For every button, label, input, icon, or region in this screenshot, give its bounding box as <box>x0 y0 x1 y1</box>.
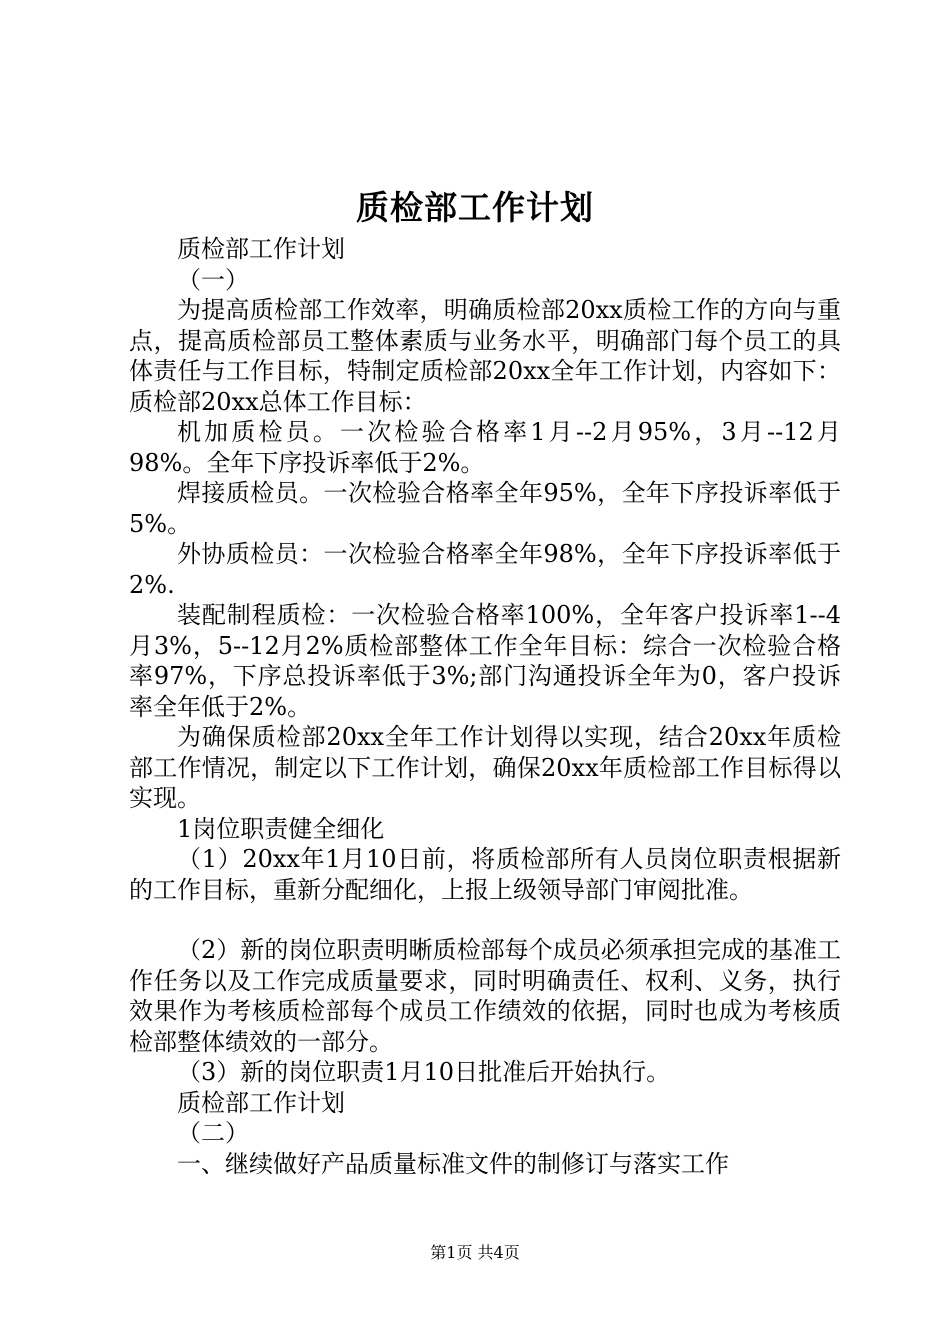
paragraph: （3）新的岗位职责1月10日批准后开始执行。 <box>177 1058 671 1086</box>
document-body <box>129 234 841 1179</box>
paragraph: 为确保质检部20xx全年工作计划得以实现，结合20xx年质检部工作情况，制定以下工作计划，确保20xx年质检部工作目标得以实现。 <box>129 723 841 812</box>
page-footer: 第1页 共4页 <box>430 1243 520 1262</box>
paragraph: 焊接质检员。一次检验合格率全年95%，全年下序投诉率低于5%。 <box>129 479 841 538</box>
paragraph: 为提高质检部工作效率，明确质检部20xx质检工作的方向与重点，提高质检部员工整体素质与业务水平，明确部门每个员工的具体责任与工作目标，特制定质检部20xx全年工作计划，内容如下：质检部20xx总体工作目标： <box>129 296 841 416</box>
paragraph: 质检部工作计划 <box>177 235 345 263</box>
paragraph: 质检部工作计划 <box>177 1088 345 1117</box>
section-heading: 一、继续做好产品质量标准文件的制修订与落实工作 <box>177 1149 729 1178</box>
paragraph: 外协质检员：一次检验合格率全年98%，全年下序投诉率低于2%. <box>129 540 841 599</box>
paragraph: 装配制程质检：一次检验合格率100%，全年客户投诉率1--4月3%，5--12月2%质检部整体工作全年目标：综合一次检验合格率97%，下序总投诉率低于3%;部门沟通投诉全年为0，客户投诉率全年低于2%。 <box>129 601 841 721</box>
paragraph: （1）20xx年1月10日前，将质检部所有人员岗位职责根据新的工作目标，重新分配细化，上报上级领导部门审阅批准。 <box>129 845 841 904</box>
paragraph: （一） <box>177 265 249 294</box>
document-title: 质检部工作计划 <box>356 188 594 227</box>
paragraph: （2）新的岗位职责明晰质检部每个成员必须承担完成的基准工作任务以及工作完成质量要求，同时明确责任、权利、义务，执行效果作为考核质检部每个成员工作绩效的依据，同时也成为考核质检部整体绩效的一部分。 <box>129 936 841 1056</box>
paragraph: （二） <box>177 1119 249 1147</box>
section-heading: 1岗位职责健全细化 <box>177 814 385 843</box>
paragraph: 机加质检员。一次检验合格率1月--2月95%，3月--12月98%。全年下序投诉率低于2%。 <box>129 418 841 477</box>
